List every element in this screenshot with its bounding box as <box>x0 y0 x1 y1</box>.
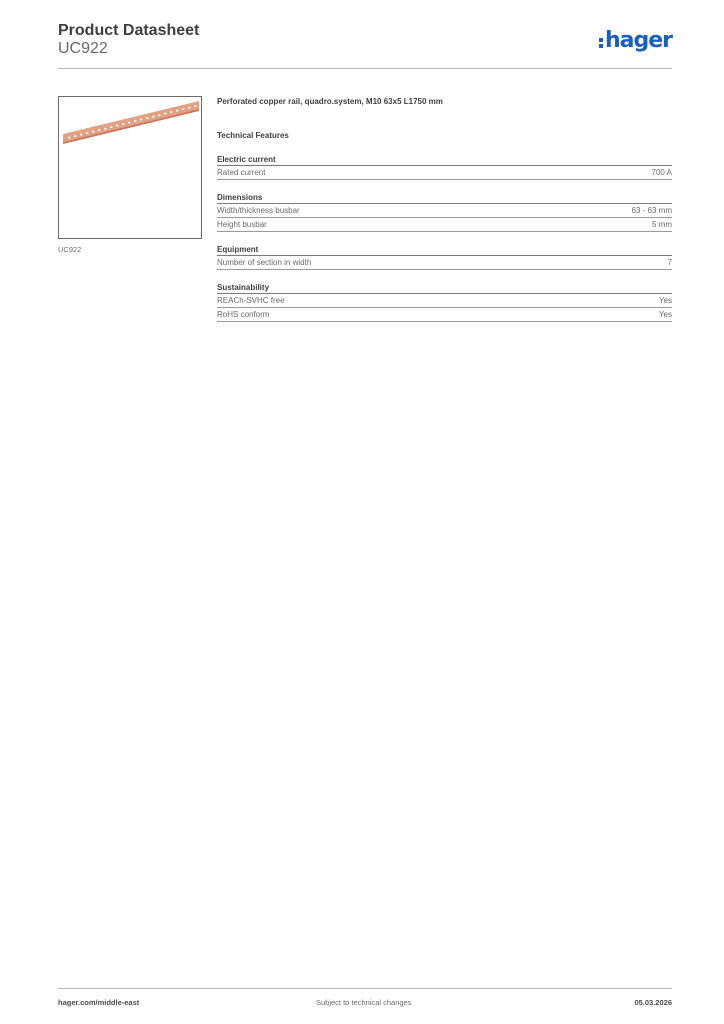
perforation-hole <box>146 117 148 119</box>
spec-row <box>217 166 672 180</box>
spec-group-sustainability <box>217 282 672 322</box>
spec-label: RoHS conform <box>217 310 270 319</box>
group-title: Electric current <box>217 154 672 166</box>
header-divider <box>58 68 672 69</box>
perforation-hole <box>122 123 124 125</box>
group-title: Sustainability <box>217 282 672 294</box>
spec-value: 63 - 63 mm <box>631 206 672 215</box>
image-caption: UC922 <box>58 245 82 254</box>
product-description: Perforated copper rail, quadro.system, M10 63x5 L1750 mm <box>217 97 443 106</box>
technical-features-heading: Technical Features <box>217 131 289 140</box>
spec-row <box>217 204 672 218</box>
spec-label: Number of section in width <box>217 258 312 267</box>
page-footer <box>58 988 672 1009</box>
perforation-hole <box>152 116 154 118</box>
perforation-hole <box>176 110 178 112</box>
page-header <box>58 22 672 70</box>
document-title: Product Datasheet <box>58 22 200 39</box>
group-title: Equipment <box>217 244 672 256</box>
spec-row <box>217 294 672 308</box>
perforation-hole <box>110 126 112 128</box>
product-code: UC922 <box>58 40 108 57</box>
perforation-hole <box>194 105 196 107</box>
perforation-hole <box>104 128 106 130</box>
specification-area <box>217 96 672 322</box>
logo-text: hager <box>604 28 672 53</box>
perforation-hole <box>164 113 166 115</box>
spec-row <box>217 218 672 232</box>
product-image <box>58 96 202 239</box>
perforation-hole <box>158 114 160 116</box>
spec-group-electric-current <box>217 154 672 180</box>
spec-group-equipment <box>217 244 672 270</box>
spec-label: Height busbar <box>217 220 267 229</box>
perforation-hole <box>86 132 88 134</box>
spec-value: Yes <box>658 310 672 319</box>
spec-value: 7 <box>667 258 672 267</box>
perforation-hole <box>140 119 142 121</box>
spec-value: 5 mm <box>652 220 672 229</box>
perforation-hole <box>182 108 184 110</box>
spec-group-dimensions <box>217 192 672 232</box>
spec-label: Rated current <box>217 168 266 177</box>
spec-row <box>217 256 672 270</box>
spec-row <box>217 308 672 322</box>
spec-label: REACh-SVHC free <box>217 296 285 305</box>
spec-value: 700 A <box>651 168 672 177</box>
perforation-hole <box>74 135 76 137</box>
perforation-hole <box>170 111 172 113</box>
perforation-hole <box>80 134 82 136</box>
perforation-hole <box>128 122 130 124</box>
perforation-hole <box>116 125 118 127</box>
perforation-hole <box>188 107 190 109</box>
footer-notice: Subject to technical changes <box>316 998 412 1007</box>
footer-date: 05.03.2026 <box>634 998 672 1007</box>
hager-logo <box>599 28 672 54</box>
perforation-hole <box>92 131 94 133</box>
spec-label: Width/thickness busbar <box>217 206 300 215</box>
perforation-hole <box>68 137 70 139</box>
spec-value: Yes <box>658 296 672 305</box>
perforation-hole <box>134 120 136 122</box>
group-title: Dimensions <box>217 192 672 204</box>
copper-busbar-illustration <box>59 97 201 238</box>
perforation-hole <box>98 129 100 131</box>
logo-dots-icon <box>599 31 603 51</box>
footer-website[interactable]: hager.com/middle-east <box>58 998 140 1007</box>
